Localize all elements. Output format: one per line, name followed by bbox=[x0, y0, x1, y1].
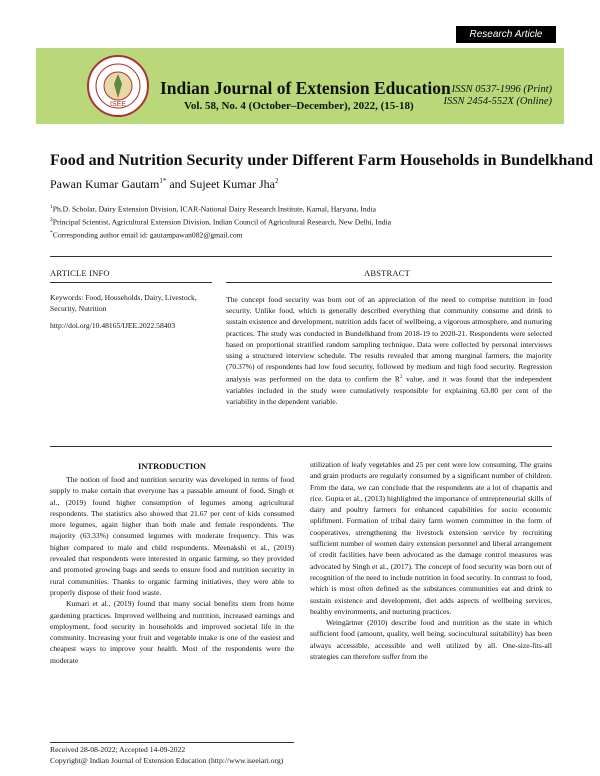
divider bbox=[50, 256, 552, 257]
abstract-heading: ABSTRACT bbox=[364, 268, 410, 278]
paragraph: utilization of leafy vegetables and 25 per cent were low consuming. The grains and grain products are regularly consumed by a significant number of children. From the data, we can conclude that the respondents ate a lot of chapattis and rice. Gupta et al., (2013) highlighted the importance of entrepreneurial skills of dairy and poultry farmers for enhanced capabilities for socio economic upliftment. Formation of tribal dairy farm women committee in the form of cooperatives, strengthening the livestock extension service by recruiting sufficient number of women dairy extension personnel and liberal arrangement of credit facilities have been advocated as the damage control measures was advocated by Singh et al., (2017). The concept of food security was born out of recognition of the need to include nutrition in food security. In contrast to food, which is most often defined as the substances communities eat and drink to sustain existence and development, diet adds aspects of wellbeing services, healthy environments, and nurturing practices. bbox=[310, 460, 552, 616]
keywords: Keywords: Food, Households, Dairy, Livestock, Security, Nutrition bbox=[50, 293, 197, 313]
intro-right-column bbox=[310, 459, 552, 662]
issn-block bbox=[444, 84, 552, 108]
paragraph: Kumari et al., (2019) found that many social benefits stem from home gardening practices. Improved wellbeing and nutrition, increased earnings and employment, food security in households and improved societal life in the community. Increasing your fruit and vegetable intake is one of the easiest and cheapest ways to improve your health. Most of the respondents were the moderate bbox=[50, 599, 294, 665]
paragraph: Weingärtner (2010) describe food and nutrition as the state in which sufficient food (amount, quality, well being, sociocultural suitability) has been always accessible, accessible and well utilized by all. One-size-fits-all strategies can therefore suffer from the bbox=[310, 618, 552, 662]
paragraph: The notion of food and nutrition security was developed in terms of food supply to make certain that everyone has a passable amount of food. Singh et al., (2019) found higher consumption of legumes among agricultural respondents. The statistics also showed that 21.67 per cent of kids consumed more legumes, again higher than both male and female respondents. The majority (63.33%) consumed legumes with moderate frequency. This was higher compared to male and child respondents. Meenakshi et al., (2019) revealed that respondents were interested in organic farming, so they provided and promoted growing bags and seeds to ensure food and nutrition security in rural communities. Thanks to organic farming initiatives, they were able to properly dispose of their food waste. bbox=[50, 475, 294, 597]
divider bbox=[50, 282, 212, 283]
author-sup: 1* bbox=[159, 177, 167, 185]
copyright: Copyright@ Indian Journal of Extension Education (http://www.iseeiari.org) bbox=[50, 755, 284, 765]
intro-left-column bbox=[50, 474, 294, 666]
affiliations bbox=[50, 202, 391, 241]
divider bbox=[226, 282, 552, 283]
issn-online: ISSN 2454-552X (Online) bbox=[443, 96, 552, 107]
article-type-badge: Research Article bbox=[456, 26, 556, 43]
footer bbox=[50, 745, 283, 766]
affiliation-line: $^1$Ph.D. Scholar, Dairy Extension Division, ICAR-National Dairy Research Institute, Karnal, Haryana, India bbox=[50, 204, 376, 214]
volume-line: Vol. 58, No. 4 (October–December), 2022, (15-18) bbox=[184, 100, 414, 112]
author-name: Pawan Kumar Gautam bbox=[50, 177, 160, 191]
author-name: Sujeet Kumar Jha bbox=[189, 177, 275, 191]
issn-print: ISSN 0537-1996 (Print) bbox=[451, 84, 552, 95]
authors bbox=[50, 177, 278, 192]
journal-title: Indian Journal of Extension Education bbox=[160, 78, 451, 98]
article-info-heading: ARTICLE INFO bbox=[50, 268, 110, 278]
abstract-text: The concept food security was born out of an appreciation of the need to comprise nutrition in food security. Unlike food, which is generally described everything that community consume and drink to sustain existence and development, nutrition adds facet of wellbeing, a vigorous atmosphere, and nurturing practices. The study was conducted in Bundelkhand from 2018-19 to 2020-21. Respondents were selected based on proportional stratified random sampling technique. Data were collected by personal interviews using a structured interview schedule. The results revealed that among marginal farmers, the majority (70.37%) of respondents had low food security, followed by medium and high food security. Regression analysis was performed on the data to confirm the $R^2$ value, and it was found that the independent variables included in the study were cumulatively responsible for explaining 63.80 per cent of the variability in the dependent variable. bbox=[226, 295, 552, 407]
journal-logo bbox=[86, 54, 150, 118]
footer-rule bbox=[50, 742, 294, 743]
received-date: Received 28-08-2022; Accepted 14-09-2022 bbox=[50, 745, 186, 754]
divider bbox=[50, 446, 552, 447]
affiliation-line: $^2$Principal Scientist, Agricultural Extension Division, Indian Council of Agricultural Research, New Delhi, India bbox=[50, 217, 392, 227]
doi-link[interactable]: http://doi.org/10.48165/IJEE.2022.58403 bbox=[50, 321, 176, 330]
paper-title: Food and Nutrition Security under Different Farm Households in Bundelkhand bbox=[50, 152, 594, 169]
author-sup: 2 bbox=[274, 177, 279, 185]
corresponding-email: *Corresponding author email id: gautampawan082@gmail.com bbox=[50, 230, 243, 240]
author-separator: and bbox=[166, 177, 190, 191]
logo-text: ISEE bbox=[110, 101, 126, 108]
introduction-heading: INTRODUCTION bbox=[137, 461, 206, 471]
